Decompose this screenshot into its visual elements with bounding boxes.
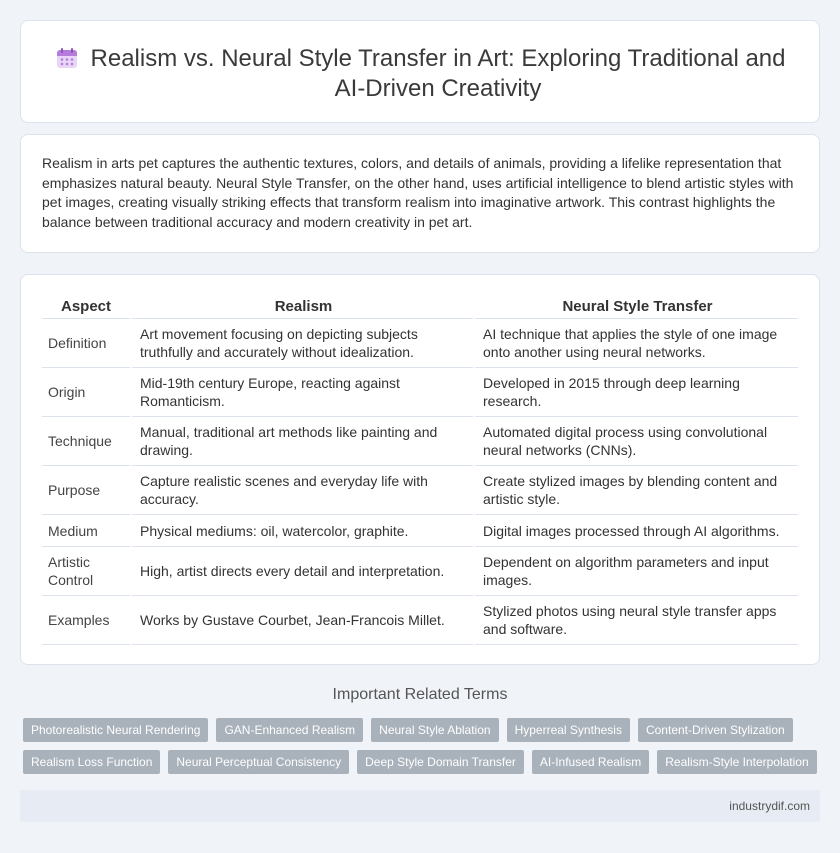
nst-cell: Developed in 2015 through deep learning research.: [473, 368, 798, 417]
intro-paragraph: Realism in arts pet captures the authentic textures, colors, and details of animals, providing a lifelike representation that emphasizes natural beauty. Neural Style Transfer, on the other hand, uses artificial intelligence to blend artistic styles with pet images, creating visually striking effects that transform realism into imaginative artwork. This contrast highlights the balance between traditional accuracy and modern creativity in pet art.: [42, 155, 794, 230]
comparison-card: [20, 274, 820, 665]
aspect-cell: Purpose: [42, 466, 130, 515]
table-row: [42, 596, 798, 645]
table-row: [42, 547, 798, 596]
table-row: [42, 368, 798, 417]
nst-cell: Digital images processed through AI algorithms.: [473, 515, 798, 547]
footer-site[interactable]: industrydif.com: [729, 799, 810, 813]
tag-row: [23, 750, 823, 774]
realism-cell: High, artist directs every detail and interpretation.: [130, 547, 473, 596]
header-neural-style-transfer: Neural Style Transfer: [473, 295, 798, 319]
header-realism: Realism: [130, 295, 473, 319]
related-term-tag[interactable]: Neural Perceptual Consistency: [168, 750, 349, 774]
intro-card: [20, 134, 820, 253]
title-card: [20, 20, 820, 123]
related-term-tag[interactable]: Realism Loss Function: [23, 750, 160, 774]
nst-cell: AI technique that applies the style of one image onto another using neural networks.: [473, 319, 798, 368]
header-aspect: Aspect: [42, 295, 130, 319]
related-terms-title: Important Related Terms: [332, 686, 508, 703]
realism-cell: Mid-19th century Europe, reacting against Romanticism.: [130, 368, 473, 417]
footer: [20, 790, 820, 822]
related-terms-tags: [23, 718, 823, 782]
related-term-tag[interactable]: Neural Style Ablation: [371, 718, 498, 742]
table-row: [42, 466, 798, 515]
realism-cell: Art movement focusing on depicting subjects truthfully and accurately without idealization.: [130, 319, 473, 368]
realism-cell: Capture realistic scenes and everyday life with accuracy.: [130, 466, 473, 515]
table-row: [42, 515, 798, 547]
tag-row: [23, 718, 823, 742]
nst-cell: Automated digital process using convolutional neural networks (CNNs).: [473, 417, 798, 466]
aspect-cell: Origin: [42, 368, 130, 417]
nst-cell: Stylized photos using neural style transfer apps and software.: [473, 596, 798, 645]
table-row: [42, 417, 798, 466]
aspect-cell: Examples: [42, 596, 130, 645]
aspect-cell: Technique: [42, 417, 130, 466]
aspect-cell: Medium: [42, 515, 130, 547]
realism-cell: Physical mediums: oil, watercolor, graphite.: [130, 515, 473, 547]
page-title: Realism vs. Neural Style Transfer in Art: Exploring Traditional and AI-Driven Creativity: [90, 45, 786, 102]
related-term-tag[interactable]: Realism-Style Interpolation: [657, 750, 816, 774]
comparison-table: [42, 295, 798, 645]
table-row: [42, 319, 798, 368]
related-term-tag[interactable]: Deep Style Domain Transfer: [357, 750, 524, 774]
realism-cell: Manual, traditional art methods like painting and drawing.: [130, 417, 473, 466]
related-term-tag[interactable]: Hyperreal Synthesis: [507, 718, 630, 742]
nst-cell: Create stylized images by blending content and artistic style.: [473, 466, 798, 515]
realism-cell: Works by Gustave Courbet, Jean-Francois Millet.: [130, 596, 473, 645]
related-term-tag[interactable]: Photorealistic Neural Rendering: [23, 718, 208, 742]
related-term-tag[interactable]: GAN-Enhanced Realism: [216, 718, 363, 742]
aspect-cell: Definition: [42, 319, 130, 368]
related-term-tag[interactable]: AI-Infused Realism: [532, 750, 649, 774]
nst-cell: Dependent on algorithm parameters and input images.: [473, 547, 798, 596]
aspect-cell: Artistic Control: [42, 547, 130, 596]
related-term-tag[interactable]: Content-Driven Stylization: [638, 718, 793, 742]
